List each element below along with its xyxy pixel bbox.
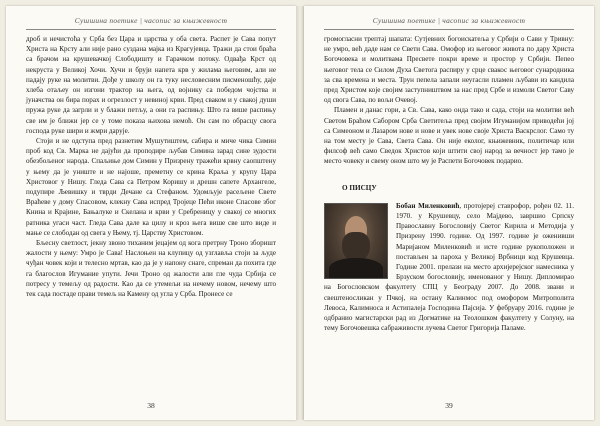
author-bio-text: , протојереј ставрофор, рођен 02. 11. 1970. у Крушевцу, село Мајдево, завршио Српску Православну Богословију Светог Кирила и Методија у Призрену 1990. године. Од 1997. године је оженивши Маријаном Миленковић и истe године рукоположен и постављен за пароха у Великој Врбници код Крушевца. Године 2001. прелази на место архијерејског намесника у Брзуском богословију, именованог у Нишу. Дипломирао на Богословском факултету СПЦ у Београду 2007. До 2008. звани и свештеносликан у Пчкој, на остану Калинмос под омофором Митрополита Левоса, Калимносa и Астипалеја Господина Пајсија. У фебруару 2016. године је одбранио магистарски рад из Догматике на Теолошком факултету у Солуну, на тему Богочовешка сабраживости лучева Светог Григорија Паламе. [324,201,574,333]
header-rule-left [26,29,276,30]
right-page-body [324,34,574,333]
running-header-left: Сушшина поетике | часопис за књижевност [74,16,228,25]
left-page-body [26,34,276,299]
paragraph: Пламен и данас гори, а Св. Сава, како онда тако и сада, стоји на молитви већ Светом Браћом Сабором Срба Светитеља пред својим Игуманијом приводећи јој са Симеоном и Лазаром нове и нове и увек нове своје Христа Васкрслог. Само ту на том месту је Сава, Света Сава. Он није еколог, књижевник, политичар или филсоф већ само Сведок Христов који штити свој народ за вечност јер тамо је место човеку и свему оном што му је Распети Богочовек подарио. [324,106,574,166]
left-page [6,6,296,420]
page-number-left: 38 [147,401,155,410]
paragraph: Стоји и не одступа пред разнетим Мушутиштем, сабира и миче чика Симин проб код Св. Марка не дајући да проподире љубав Симина зарад сине зудости обезбољеног народа. Спаљиње дом Симин у Призрену тражећи крвну саопштену у њему да је униште и не најоше, преметну се крина Краља у крупу Цара Христовог у Нишу. Гледа Сава са Петром Коришу и дрешн сапете Архангеле, подупире Љевишку и тврди Дечане са Стефаном. Удомљује расељене Свете Враћеве у дому Спасовом, клекну Сава испред Тројеце Пећи иконе Спасове због Книна и Крајине, Бањалуке и Скелана и крви у Сребреницу у свакој се многих ратника угаси част. Гледа Сава дале ка цилу и кроз њега више све што виде и мање се слободан од свега у Њему, тј. Царству Христовом. [26,137,276,237]
paragraph: громогласни трептај шапата: Сутјевних богоискатеља у Србији о Сави у Тривну: не умро, већ даде нам се Свети Сава. Омофор из његовог живота по дару Христа Богочовека и молитвама Пресвете покри време и простор у Србији. Пепео његовог тела се Силом Духа Светога распиру у срце свакос његовог сународника за сва времена и места. Трун пепела запали неугасли пламен љубави из кандила пред Христом које својим заступништвом за нас пред Србе и измоли Светог Саву од свога Сава, по вољи Очевој. [324,35,574,105]
paragraph: Бљесну светлост, јекну звоно тиханим јецајем од кога претрну Троно зборишт жалости у њему: Умро је Сава! Наслоњен на клупицу од узглавља стоји за људе чуђан човек који и телесно мртав, као да је у напону снаге, спреман да похита где га благослов Игумание упути. Јечи Троно од жалости али гле чуда Србија се потресу у темељу од радости. Као да се утемељи на нечему новом, нечему што тек сада постаде прави темељ на Камену од угла у Срба. Пронесе се [26,239,276,299]
author-name: Бобан Миленковић [396,201,460,210]
running-header-right: Сушшина поетике | часопис за књижевност [372,16,526,25]
author-portrait [324,203,388,279]
paragraph: дроб и нечистоћа у Срба без Цара и царства у оба света. Распет је Сава попут Христа на Крсту али није рано суздана мајка из Крагујевца. Тражи да стои браћа са брачом на крушевачкој Слободишту и Гарачком потоку. Одвађа Крст од некруста у Великој Хочи. Хучи и бруји напета крв у жилама његовим, али не падају руке на молитви. Дође у школу он га туку несловесним писменошћу, даје хлеба отаљеу он изгони трактор на њега, од војнику са победом чојства и јуначства он бира порах и огрезлост у невиној крви. Пред сваком и у свакој души пружа руке да загрли и у блажи петљу, а они га распињу. Што га више распињу све им је ближи јер се у томе показа њихова немоћ. Он сам по обрасцу свога господа руке шири и жмри дарује. [26,35,276,135]
book-gutter [296,6,304,420]
portrait-robe [329,258,383,279]
page-number-right: 39 [445,401,453,410]
header-rule-right [324,29,574,30]
about-author-heading: О ПИСЦУ [342,183,377,192]
right-page [304,6,594,420]
